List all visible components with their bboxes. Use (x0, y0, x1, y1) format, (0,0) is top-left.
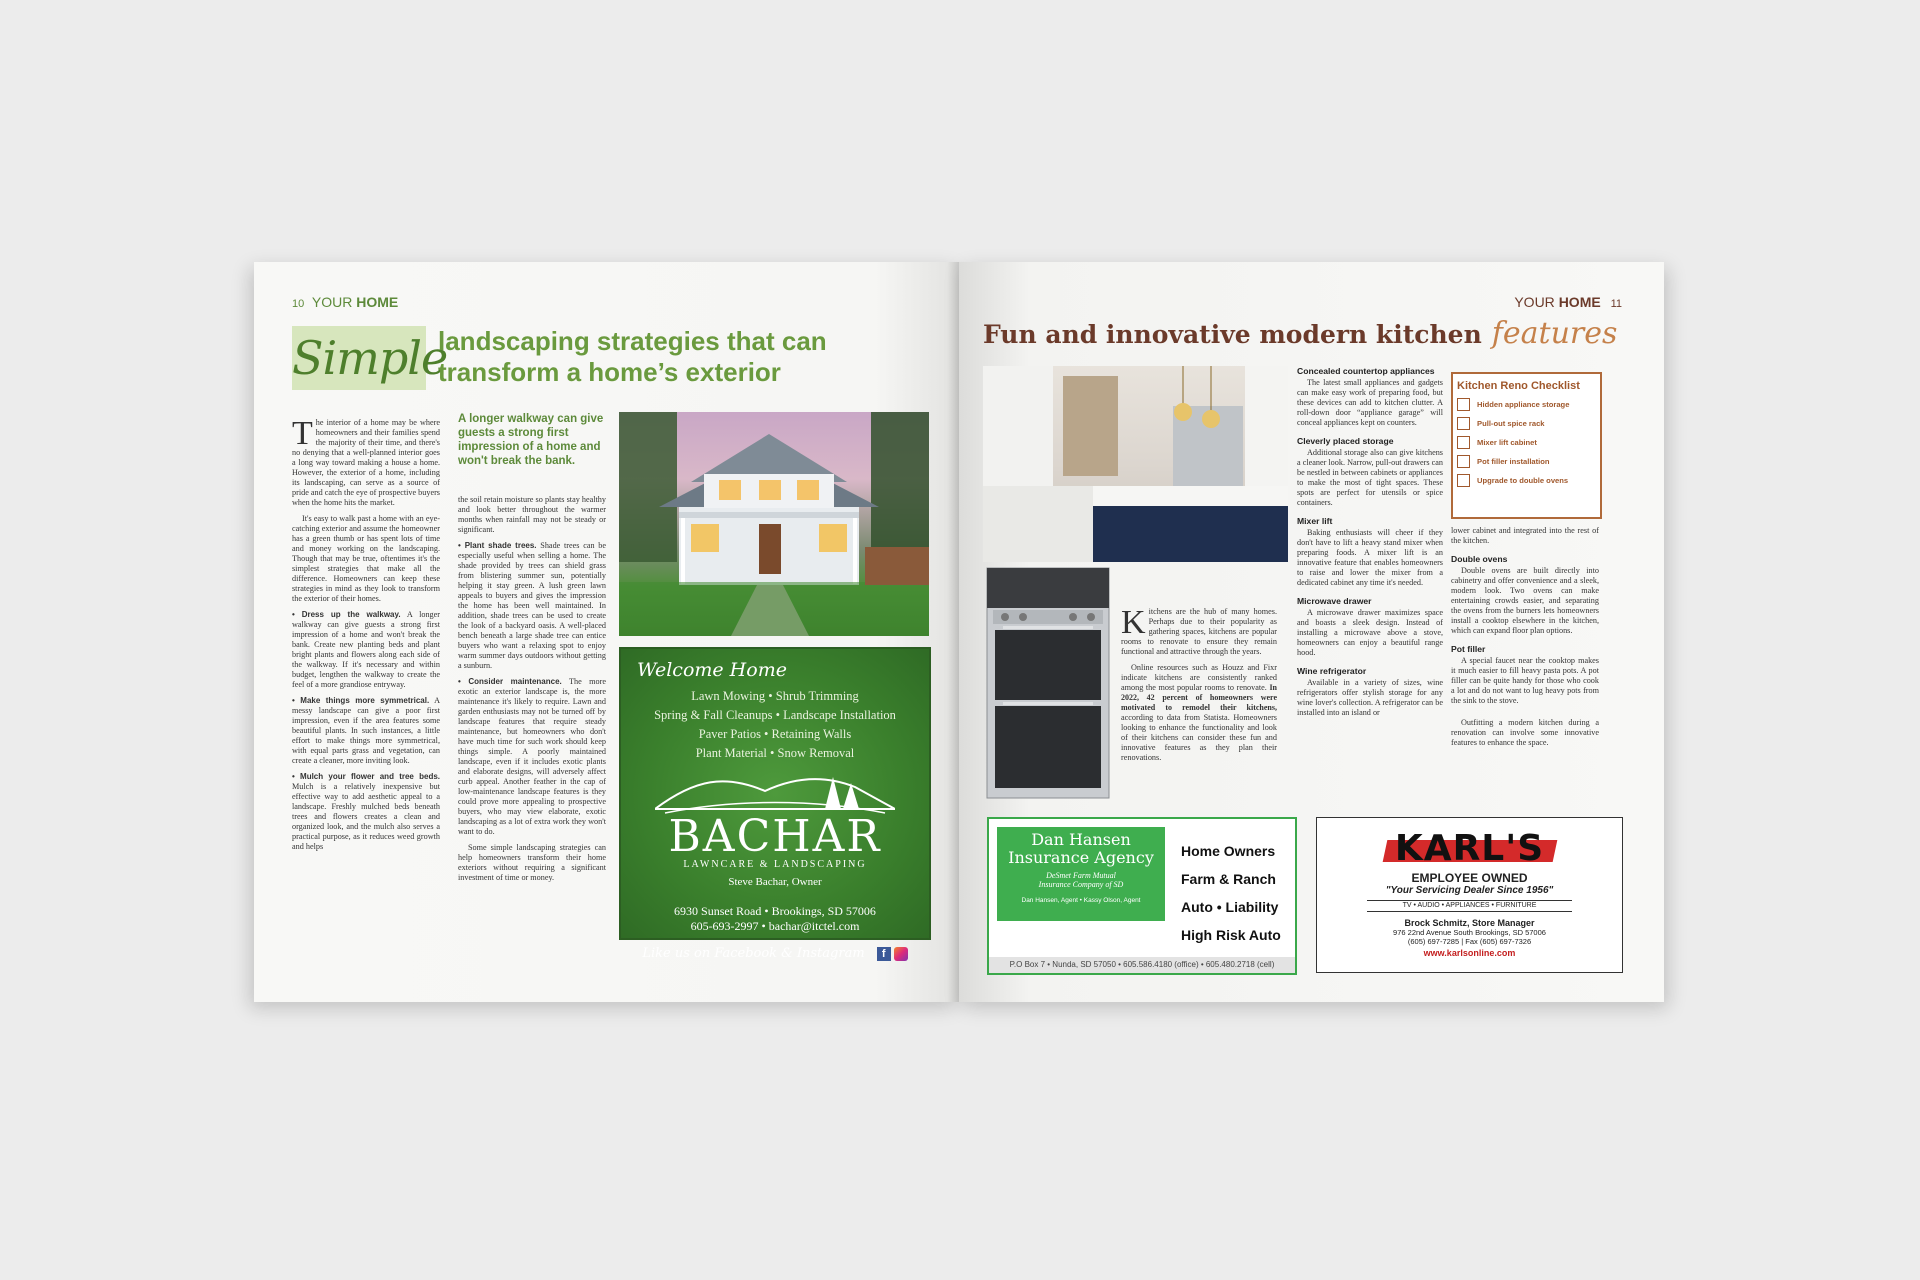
magazine-spread (254, 262, 1664, 1002)
paragraph: the soil retain moisture so plants stay healthy and look better throughout the warmer months when rainfall may not be steady or significant. (458, 495, 606, 534)
left-folio (292, 294, 398, 310)
checkbox-icon[interactable] (1457, 474, 1470, 487)
ins-line: High Risk Auto (1181, 927, 1281, 943)
headline-text: landscaping strategies that can transform a home’s exterior (438, 326, 827, 387)
folio-home: HOME (356, 294, 399, 310)
checkbox-icon[interactable] (1457, 436, 1470, 449)
headline-script: features (1491, 316, 1618, 351)
ins-footer: P.O Box 7 • Nunda, SD 57050 • 605.586.4180 (office) • 605.480.2718 (cell) (989, 957, 1295, 973)
paragraph: Some simple landscaping strategies can help homeowners transform their home exteriors without requiring a significant investment of time or money. (458, 843, 606, 882)
bullet-text: The more exotic an exterior landscape is, the more maintenance it's likely to require. Lawn and garden enthusiasts may not be turned off by landscape features that require steady maintenance, but homeowners who don't have much time for such work should keep things simple. A poorly maintained landscape, even if it includes exotic plants and elaborate designs, will adversely affect curb appeal. Another feather in the cap of low-maintenance landscape features is they could prove more appealing to prospective buyers, who may view elaborate, exotic landscaping as a lot of extra work they won't want to do. (458, 677, 606, 836)
section-heading: Mixer lift (1297, 516, 1333, 526)
ad-brand: BACHAR (668, 811, 882, 862)
section-heading: Wine refrigerator (1297, 666, 1367, 676)
right-folio (1514, 294, 1626, 310)
instagram-icon (894, 947, 908, 961)
karls-manager: Brock Schmitz, Store Manager (1404, 918, 1535, 928)
kitchen-column-3 (1297, 366, 1443, 724)
karls-phone: (605) 697-7285 | Fax (605) 697-7326 (1407, 937, 1532, 946)
karls-brand: KARL'S (1394, 828, 1545, 869)
insurance-advertisement (987, 817, 1297, 975)
kitchen-column-4 (1451, 526, 1599, 754)
bullet-text: Mulch is a relatively inexpensive but effective way to add aesthetic appeal to a landscape. Freshly mulched beds beneath trees and flowers creates a clean and organized look, and the mulch also serves a practical purpose, as it reduces weed growth and helps (292, 782, 440, 851)
ad-social-text: Like us on Facebook & Instagram (642, 946, 865, 961)
section-text: Baking enthusiasts will cheer if they don't have to lift a heavy stand mixer when preparing foods. A mixer lift is an innovative feature that enables homeowners to raise and lower the mixer from a dedicated cabinet any time it's needed. (1297, 528, 1443, 587)
folio-home: HOME (1558, 294, 1601, 310)
bullet-heading: • Dress up the walkway. (292, 610, 401, 619)
article-column-2 (458, 495, 606, 889)
ad-welcome: Welcome Home (637, 659, 787, 681)
article-column-1 (292, 415, 441, 858)
bachar-advertisement (619, 647, 931, 961)
section-heading: Cleverly placed storage (1297, 436, 1394, 446)
section-text: Available in a variety of sizes, wine refrigerators offer stylish storage for any wine lover's collection. A refrigerator can be installed into an island or (1297, 678, 1443, 717)
intro-paragraph: itchens are the hub of many homes. Perhaps due to their popularity as gathering spaces, kitchens are popular rooms to renovate to ensure they remain functional and attractive through the years. (1121, 607, 1277, 656)
ad-address: 6930 Sunset Road • Brookings, SD 57006 (674, 904, 876, 918)
ins-agents: Dan Hansen, Agent • Kassy Olson, Agent (1021, 897, 1141, 904)
karls-address: 976 22nd Avenue South Brookings, SD 57006 (1393, 928, 1546, 937)
karls-categories: TV • AUDIO • APPLIANCES • FURNITURE (1367, 900, 1572, 912)
drop-cap: T (292, 415, 313, 452)
checklist-label: Mixer lift cabinet (1477, 438, 1537, 447)
karls-advertisement (1316, 817, 1623, 973)
bullet-heading: • Plant shade trees. (458, 541, 537, 550)
paragraph: It's easy to walk past a home with an eye-catching exterior and assume the homeowner has a green thumb or has spent lots of time and money working on the landscaping. Though that may be true, oftentimes it's the simplest strategies that make all the difference. Homeowners can keep these strategies in mind as they look to transform the exterior of their homes. (292, 514, 441, 603)
ad-brand-sub: LAWNCARE & LANDSCAPING (683, 859, 867, 870)
checklist-item[interactable] (1457, 436, 1600, 449)
ins-name: Dan Hansen (1031, 830, 1131, 849)
intro-paragraph: he interior of a home may be where homeowners and their families spend the majority of their time, and there's no denying that a well-planned interior goes a long way toward making a house a home. However, the exterior of a home, including its landscaping, can serve as a source of pride and catch the eye of prospective buyers when the home hits the market. (292, 418, 440, 507)
bullet-text: Shade trees can be especially useful when selling a home. The shade provided by trees can shield grass from blistering summer sun, potentially helping it stay green. A lush green lawn appeals to buyers and gives the impression the home has been well maintained. In addition, shade trees can be used to create the look of a backyard oasis. A well-placed bench beneath a large shade tree can entice buyers who want a relaxing spot to enjoy warm summer days outdoors without getting a sunburn. (458, 541, 607, 670)
kitchen-intro-column (1121, 604, 1277, 769)
checklist-title: Kitchen Reno Checklist (1457, 380, 1580, 392)
section-heading: Double ovens (1451, 554, 1508, 564)
bullet-heading: • Mulch your flower and tree beds. (292, 772, 440, 781)
drop-cap: K (1121, 604, 1146, 641)
insurance-badge (997, 827, 1165, 921)
paragraph: Online resources such as Houzz and Fixr indicate kitchens are consistently ranked among the most popular rooms to renovate. (1121, 663, 1277, 692)
kitchen-photo (983, 366, 1288, 562)
ins-line: Farm & Ranch (1181, 871, 1276, 887)
stove-illustration (983, 564, 1113, 802)
section-text: The latest small appliances and gadgets can make easy work of preparing food, but these devices can add to kitchen clutter. A roll-down door “appliance garage” will conceal appliances kept on counters. (1297, 378, 1443, 427)
section-text: Additional storage also can give kitchens a cleaner look. Narrow, pull-out drawers can be nestled in between cabinets or appliances to make the most of tight spaces. These spots are perfect for utensils or spice containers. (1297, 448, 1443, 507)
headline-serif: Fun and innovative modern kitchen (983, 320, 1482, 349)
ad-service-line: Spring & Fall Cleanups • Landscape Installation (654, 708, 896, 722)
right-page (959, 262, 1664, 1002)
checklist-item[interactable] (1457, 417, 1600, 430)
ad-service-line: Paver Patios • Retaining Walls (698, 727, 852, 741)
emphasis-text: In 2022, 42 percent of homeowners were motivated to remodel their kitchens, (1121, 683, 1277, 712)
page-number: 10 (292, 298, 305, 310)
left-page (254, 262, 959, 1002)
stove-photo (983, 564, 1113, 802)
closing-paragraph: Outfitting a modern kitchen during a renovation can involve some innovative features to enhance the space. (1451, 718, 1599, 747)
paragraph: according to data from Statista. Homeowners looking to enhance the functionality and look of their kitchens can consider these fun and innovative features as they plan their renovations. (1121, 713, 1277, 762)
section-heading: Concealed countertop appliances (1297, 366, 1435, 376)
ad-service-line: Plant Material • Snow Removal (695, 746, 855, 760)
bullet-text: A longer walkway can give guests a strong first impression of a home and won't break the bank. Create new planting beds and plant bright plants and flowers along each side of the walkway. If it's necessary and within budget, lengthen the walkway to create the feel of a more grandiose entryway. (292, 610, 440, 689)
section-text: A special faucet near the cooktop makes it much easier to fill heavy pasta pots. A pot filler can be quite handy for those who cook a lot and do not want to lug heavy pots from the sink to the stove. (1451, 656, 1599, 705)
ad-service-line: Lawn Mowing • Shrub Trimming (691, 689, 859, 703)
ins-agency: Insurance Agency (1008, 848, 1154, 867)
ins-sub2: Insurance Company of SD (1038, 880, 1124, 889)
section-text: Double ovens are built directly into cabinetry and offer convenience and a sleek, modern look. Two ovens can make entertaining crowds easier, and separating the ovens from the burners lets homeowners install a cooktop elsewhere in the kitchen, which can expand floor plan options. (1451, 566, 1599, 635)
kitchen-reno-checklist (1451, 372, 1602, 519)
folio-your: YOUR (311, 294, 353, 310)
bullet-heading: • Make things more symmetrical. (292, 696, 430, 705)
facebook-icon: f (877, 947, 891, 961)
headline-script-box (292, 326, 448, 390)
karls-tagline: "Your Servicing Dealer Since 1956" (1385, 885, 1554, 896)
checkbox-icon[interactable] (1457, 398, 1470, 411)
house-illustration (619, 412, 929, 636)
house-photo (619, 412, 929, 636)
ins-sub1: DeSmet Farm Mutual (1046, 871, 1116, 880)
kitchen-headline (983, 316, 1643, 351)
paragraph: lower cabinet and integrated into the rest of the kitchen. (1451, 526, 1599, 545)
karls-employee: EMPLOYEE OWNED (1411, 871, 1528, 885)
ad-contact: 605-693-2997 • bachar@itctel.com (690, 919, 860, 933)
karls-url[interactable]: www.karlsonline.com (1423, 948, 1516, 958)
checkbox-icon[interactable] (1457, 455, 1470, 468)
bullet-heading: • Consider maintenance. (458, 677, 562, 686)
checklist-label: Pot filler installation (1477, 457, 1550, 466)
page-number: 11 (1610, 298, 1622, 310)
pull-quote: A longer walkway can give guests a strong first impression of a home and won't break the bank. (458, 413, 604, 467)
checkbox-icon[interactable] (1457, 417, 1470, 430)
section-text: A microwave drawer maximizes space and boasts a sleek design. Instead of installing a microwave above a stove, homeowners can enjoy a beautiful range hood. (1297, 608, 1443, 657)
checklist-label: Hidden appliance storage (1477, 400, 1570, 409)
section-heading: Pot filler (1451, 644, 1486, 654)
checklist-label: Pull-out spice rack (1477, 419, 1545, 428)
mountains-trees-logo (655, 769, 895, 815)
checklist-item[interactable] (1457, 398, 1600, 411)
checklist-label: Upgrade to double ovens (1477, 476, 1569, 485)
checklist-item[interactable] (1457, 455, 1600, 468)
ins-line: Auto • Liability (1181, 899, 1279, 915)
section-heading: Microwave drawer (1297, 596, 1372, 606)
bullet-text: A messy landscape can give a poor first impression, even if the area features some beautiful plants. In such instances, a little effort to make things more symmetrical, with equal parts grass and vegetation, can create a cleaner, more inviting look. (292, 696, 440, 765)
karls-logo (1385, 826, 1555, 872)
kitchen-illustration (983, 366, 1288, 562)
ins-line: Home Owners (1181, 843, 1276, 859)
insurance-lines (1181, 837, 1281, 949)
ad-owner: Steve Bachar, Owner (728, 876, 822, 888)
folio-your: YOUR (1514, 294, 1555, 310)
checklist-item[interactable] (1457, 474, 1600, 487)
headline-script: Simple (292, 331, 448, 385)
